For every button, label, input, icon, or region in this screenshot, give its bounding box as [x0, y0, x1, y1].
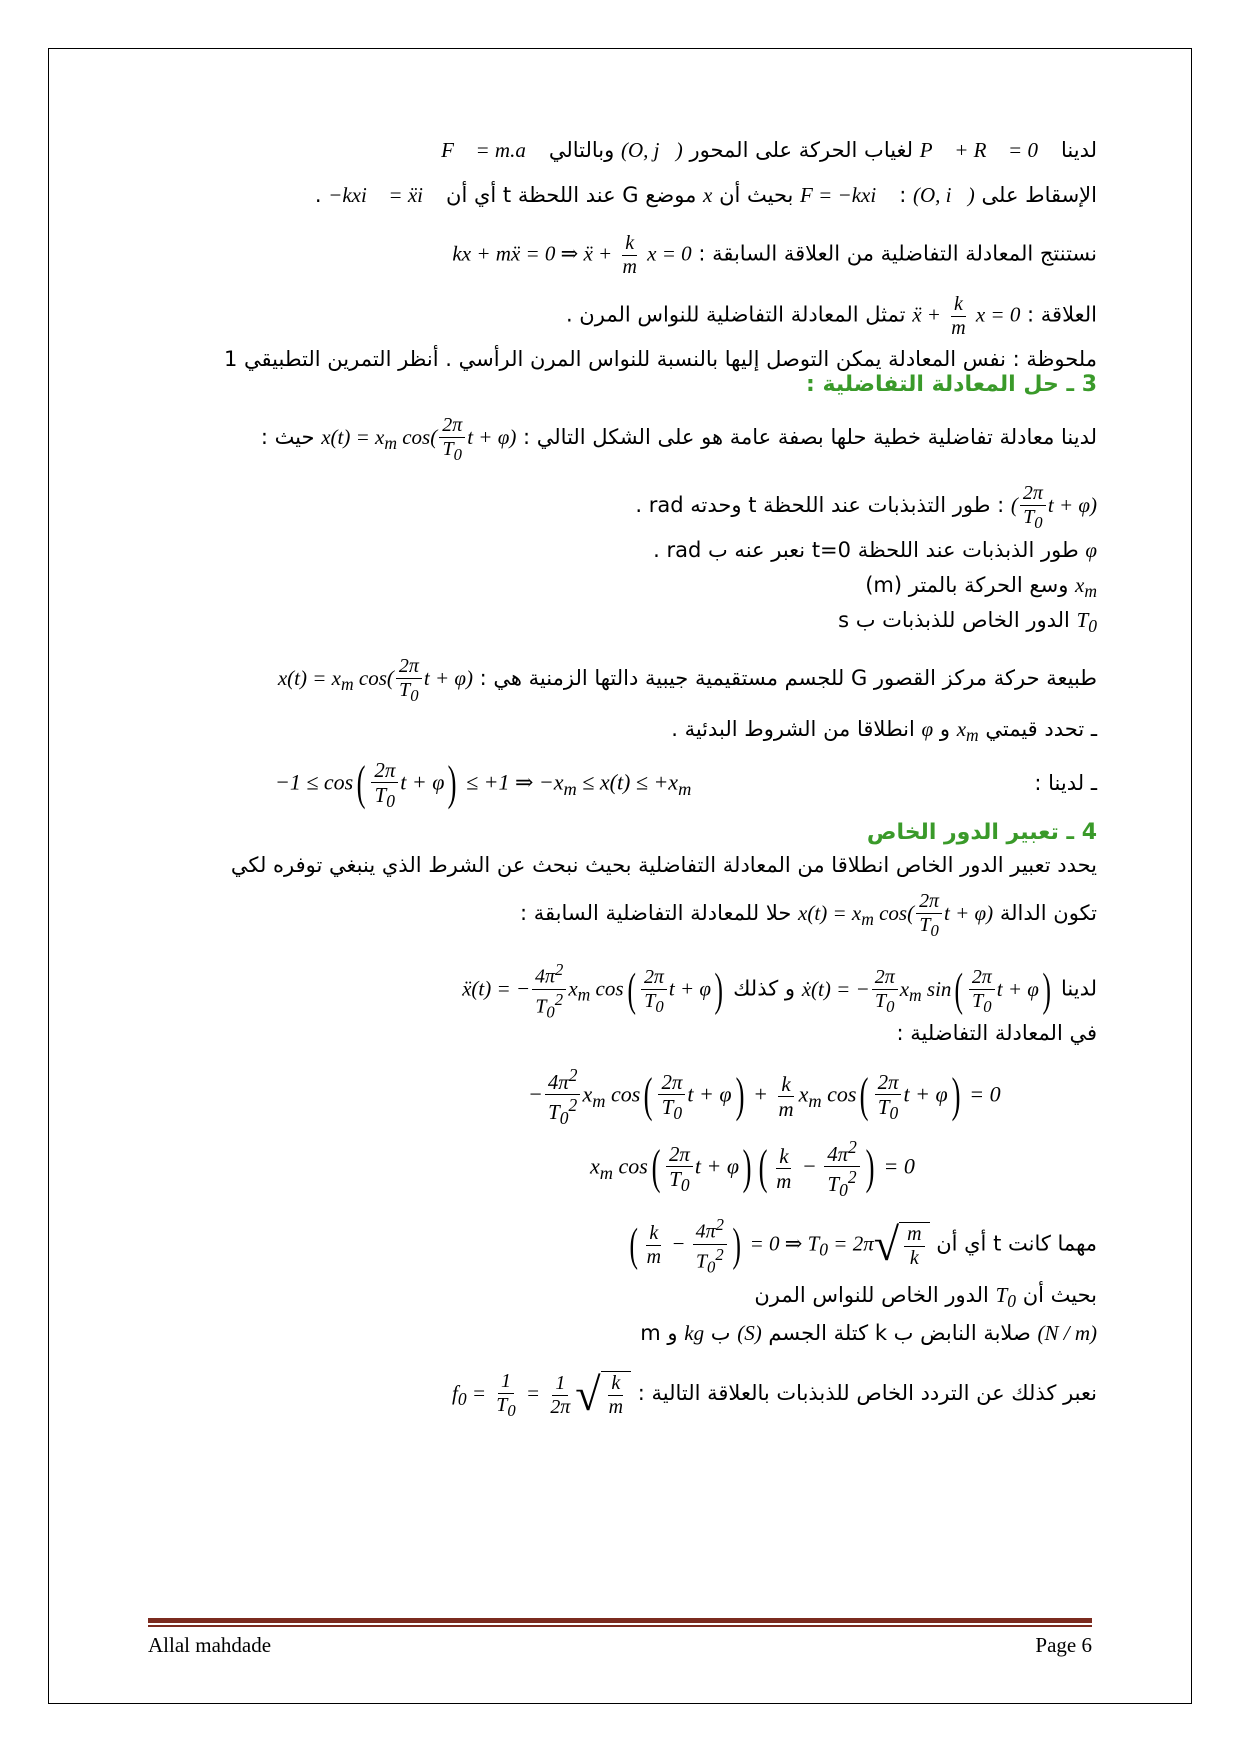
footer-author: Allal mahdade — [148, 1633, 272, 1657]
text: حلا للمعادلة التفاضلية السابقة : — [519, 900, 792, 925]
text: العلاقة : — [1027, 302, 1097, 327]
text: وبالتالي — [548, 138, 615, 162]
text: الدور الخاص للذبذبات ب s — [838, 608, 1070, 632]
line-relation: العلاقة : ẍ + $\frac{k}{m}$ x = 0 تمثل المعادلة التفاضلية للنواس المرن . — [565, 293, 1097, 339]
line-period-result: مهما كانت t أي أن ( $\frac{k}{m}$ − $\frac{4\pi^2}{T_0^2}$ ) = 0 ⇒ $T_0 = 2\pi$ √ m k — [629, 1215, 1097, 1277]
line-general-solution: لدينا معادلة تفاضلية خطية حلها بصفة عامة هو على الشكل التالي : $x(t) = x_m$ cos( $\frac{2\pi}{T_0}$ t + φ) حيث : — [260, 414, 1097, 464]
text: تكون الدالة — [999, 900, 1097, 925]
text: ب — [710, 1321, 731, 1345]
text: نعبر كذلك عن التردد الخاص للذبذبات بالعلاقة التالية : — [637, 1380, 1097, 1405]
text: حيث : — [260, 424, 315, 449]
text: لدينا — [1060, 138, 1097, 162]
text: ـ تحدد قيمتي — [985, 717, 1097, 741]
text: و k صلابة النابض ب — [667, 1321, 1031, 1345]
heading-solution: 3 ـ حل المعادلة التفاضلية : — [806, 372, 1097, 397]
equation-bounds: −1 ≤ cos( $\frac{2\pi}{T_0}$ t + φ) ≤ +1 ⇒ $-x_m \le x(t) \le +x_m$ — [275, 757, 692, 812]
line-period-intro: يحدد تعبير الدور الخاص انطلاقا من المعادلة التفاضلية بحيث نبحث عن الشرط الذي ينبغي توفره لكي — [230, 853, 1097, 877]
text: الإسقاط على — [981, 183, 1097, 207]
line-phase: ( $\frac{2\pi}{T_0}$ t + φ) : طور التذبذبات عند اللحظة t وحدته rad . — [635, 482, 1097, 532]
text: و كذلك — [733, 976, 796, 1001]
text: نستنتج المعادلة التفاضلية من العلاقة السابقة : — [698, 241, 1097, 266]
line-phi: φ طور الذبذبات عند اللحظة t=0 نعبر عنه ب rad . — [653, 538, 1097, 562]
line-initial-conditions: ـ تحدد قيمتي $x_m$ و φ انطلاقا من الشروط البدئية . — [671, 717, 1097, 746]
text: موضع G عند اللحظة t أي أن — [446, 183, 697, 207]
line-motion-nature: طبيعة حركة مركز القصور G للجسم مستقيمية جيبية دالتها الزمنية هي : $x(t) = x_m$ cos( $\frac{2\pi}{T_0}$ t + φ) — [277, 655, 1097, 705]
line-bounds-label: ـ لدينا : — [1034, 771, 1097, 795]
text: طبيعة حركة مركز القصور G للجسم مستقيمية جيبية دالتها الزمنية هي : — [479, 665, 1097, 690]
line-period: $T_0$ الدور الخاص للذبذبات ب s — [838, 608, 1097, 637]
line-deduce: نستنتج المعادلة التفاضلية من العلاقة السابقة : kx + mẍ = 0 ⇒ ẍ + $\frac{k}{m}$ x = 0 — [452, 232, 1097, 278]
footer-rule-thin — [148, 1625, 1092, 1627]
footer-rule — [148, 1618, 1092, 1623]
text: تمثل المعادلة التفاضلية للنواس المرن . — [565, 302, 906, 327]
line-substitute: في المعادلة التفاضلية : — [896, 1021, 1097, 1045]
line-units: m كتلة الجسم (S) ب kg و k صلابة النابض ب (N / m) — [640, 1321, 1097, 1345]
text: لغياب الحركة على المحور — [689, 138, 914, 162]
text: الدور الخاص للنواس المرن — [754, 1283, 989, 1307]
heading-period: 4 ـ تعبير الدور الخاص — [866, 820, 1097, 845]
text: مهما كانت t أي أن — [936, 1231, 1097, 1256]
text: بحيث أن — [719, 183, 794, 207]
text: وسع الحركة بالمتر (m) — [865, 573, 1069, 597]
line-function: تكون الدالة $x(t) = x_m$ cos( $\frac{2\pi}{T_0}$ t + φ) حلا للمعادلة التفاضلية السابقة : — [519, 890, 1097, 940]
text: لدينا معادلة تفاضلية خطية حلها بصفة عامة هو على الشكل التالي : — [523, 424, 1097, 449]
line-amplitude: $x_m$ وسع الحركة بالمتر (m) — [865, 573, 1097, 602]
line-note: ملحوظة : نفس المعادلة يمكن التوصل إليها بالنسبة للنواس المرن الرأسي . أنظر التمرين التطبيقي 1 — [223, 347, 1097, 371]
line-frequency: نعبر كذلك عن التردد الخاص للذبذبات بالعلاقة التالية : $f_0$ = $\frac{1}{T_0}$ = $\frac{1}{2\pi}$ √ k m — [451, 1368, 1097, 1420]
text: m كتلة الجسم — [640, 1321, 869, 1345]
equation-factored: $x_m$ cos( $\frac{2\pi}{T_0}$ t + φ) ( $\frac{k}{m}$ − $\frac{4\pi^2}{T_0^2}$ ) = 0 — [590, 1137, 915, 1201]
text: بحيث أن — [1022, 1283, 1097, 1307]
line-period-def: بحيث أن $T_0$ الدور الخاص للنواس المرن — [754, 1283, 1097, 1312]
line-derivatives: لدينا ẋ(t) = − $\frac{2\pi}{T_0}$ $x_m$ sin( $\frac{2\pi}{T_0}$ t + φ) و كذلك ẍ(t) = − $\frac{4\pi^2}{T_0^2}$ $x_m$ cos( $\frac{2\pi}{T_0}$ t + φ) — [462, 960, 1097, 1022]
equation-substituted: − $\frac{4\pi^2}{T_0^2}$ $x_m$ cos( $\frac{2\pi}{T_0}$ t + φ) + $\frac{k}{m}$ $x_m$ cos( $\frac{2\pi}{T_0}$ t + φ) = 0 — [528, 1065, 1001, 1129]
text: : طور التذبذبات عند اللحظة t وحدته rad . — [635, 492, 1005, 517]
text: انطلاقا من الشروط البدئية . — [671, 717, 915, 741]
footer-page-number: Page 6 — [1035, 1633, 1092, 1657]
line-projection: الإسقاط على (O, i⃗) : F = −kxi⃗ بحيث أن x موضع G عند اللحظة t أي أن −kxi⃗ = ẍi⃗ . — [314, 183, 1097, 207]
text: طور الذبذبات عند اللحظة t=0 نعبر عنه ب rad . — [653, 538, 1079, 562]
line-newton: لدينا P⃗ + R⃗ = 0⃗ لغياب الحركة على المحور (O, j⃗) وبالتالي F⃗ = m.a⃗ — [441, 138, 1097, 162]
text: لدينا — [1060, 976, 1097, 1001]
text: و — [939, 717, 951, 741]
